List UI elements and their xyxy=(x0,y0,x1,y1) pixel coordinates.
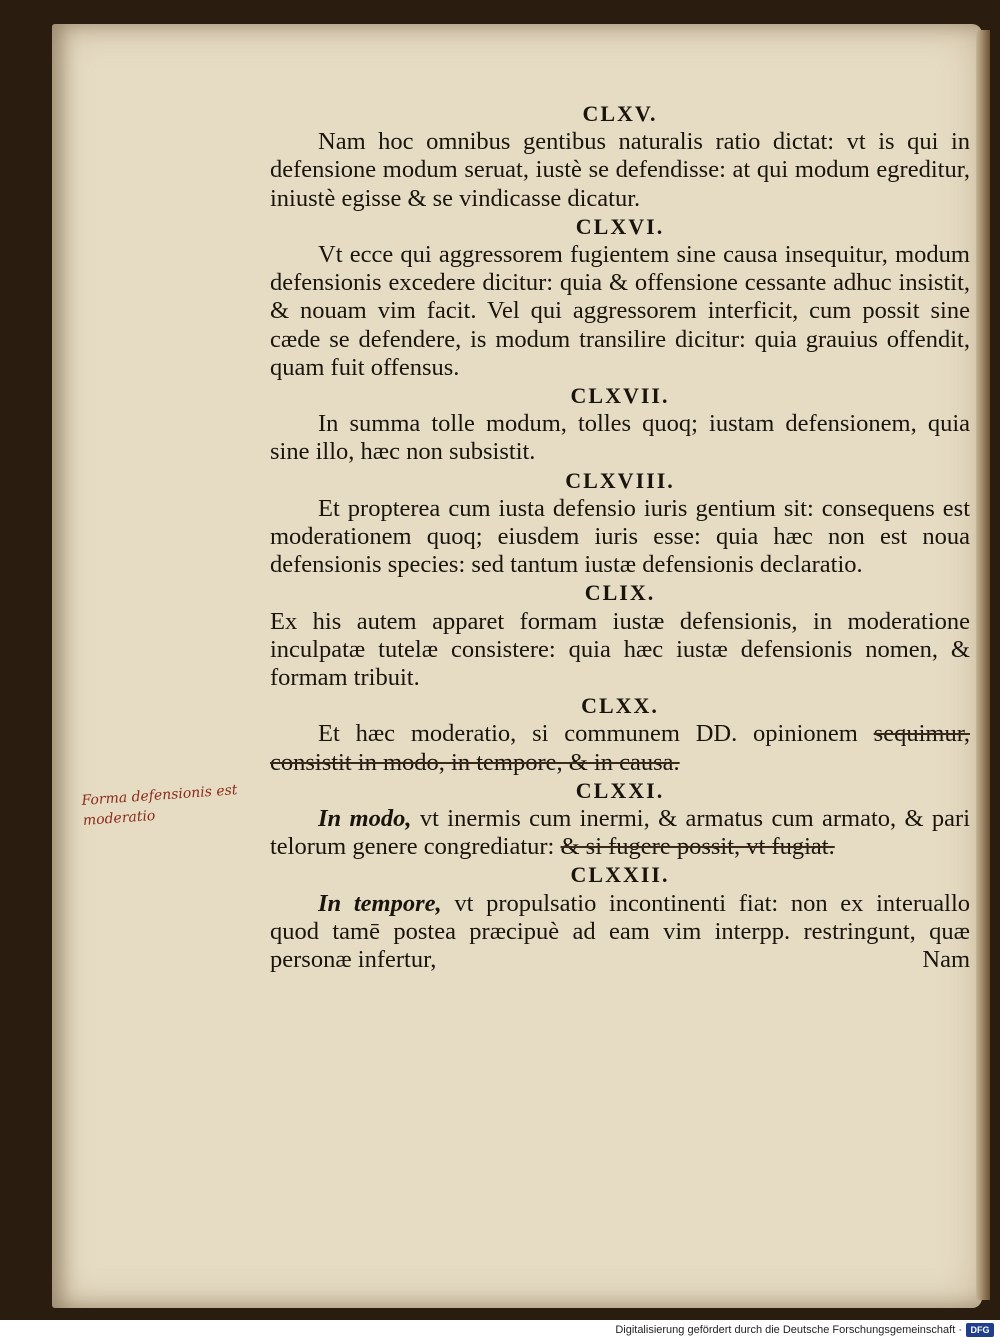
section-text-166: Vt ecce qui aggressorem fugientem sine causa insequitur, modum defensionis excedere dicitur: quia & offensione cessante adhuc insistit, & nouam vim facit. Vel qui aggressorem interficit, cum possit sine cæde se defendere, is modum transilire dicitur: quia grauius offendit, quam fuit offensus. xyxy=(270,241,970,381)
section-172-main: vt propulsatio incontinenti fiat: non ex interuallo quod tamē postea præcipuè ad eam vim interpp. restringunt, quæ personæ infertur, xyxy=(270,889,971,974)
section-heading-165: CLXV. xyxy=(582,101,658,126)
section-text-170-struck: sequimur, consistit in modo, in tempore, & in causa. xyxy=(270,720,970,776)
section-text-171 xyxy=(270,805,970,861)
handwritten-marginalia: Forma defensionis est moderatio xyxy=(80,782,238,829)
section-heading-171: CLXXI. xyxy=(575,777,665,803)
section-171-main: vt inermis cum inermi, & armatus cum armato, & pari telorum genere congrediatur: xyxy=(270,805,971,861)
section-text-159: Ex his autem apparet formam iustæ defensionis, in moderatione inculpatæ tutelæ consistere: quia hæc iustæ defensionis nomen, & formam tribuit. xyxy=(270,607,970,692)
page-edge xyxy=(976,30,990,1300)
section-171-lead: In modo, xyxy=(318,805,412,833)
section-heading-168: CLXVIII. xyxy=(565,467,675,493)
page-text xyxy=(270,100,970,974)
section-text-167: In summa tolle modum, tolles quoq; iustam defensionem, quia sine illo, hæc non subsistit. xyxy=(270,410,970,466)
section-172-lead: In tempore, xyxy=(318,889,442,917)
section-heading-172: CLXXII. xyxy=(570,862,670,888)
section-text-168: Et propterea cum iusta defensio iuris gentium sit: consequens est moderationem quoq; eiusdem iuris esse: quia hæc non est noua defensionis species: sed tantum iustæ defensionis declaratio. xyxy=(270,494,970,579)
section-heading-167: CLXVII. xyxy=(570,383,670,409)
catchword: Nam xyxy=(922,946,970,974)
section-171-struck: & si fugere possit, vt fugiat. xyxy=(560,833,835,861)
section-text-172 xyxy=(270,890,970,975)
section-text-170-main: Et hæc moderatio, si communem DD. opinionem xyxy=(318,720,858,748)
section-heading-170: CLXX. xyxy=(581,693,659,719)
footer-credit: Digitalisierung gefördert durch die Deutsche Forschungsgemeinschaft · xyxy=(615,1324,962,1336)
section-text-170 xyxy=(270,720,970,776)
footer-bar xyxy=(0,1320,1000,1342)
dfg-logo: DFG xyxy=(966,1323,994,1337)
section-text-165: Nam hoc omnibus gentibus naturalis ratio dictat: vt is qui in defensione modum seruat, iustè se defendisse: at qui modum egreditur, iniustè egisse & se vindicasse dicatur. xyxy=(270,128,970,212)
section-heading-159: CLIX. xyxy=(584,580,656,606)
section-heading-166: CLXVI. xyxy=(575,213,665,239)
